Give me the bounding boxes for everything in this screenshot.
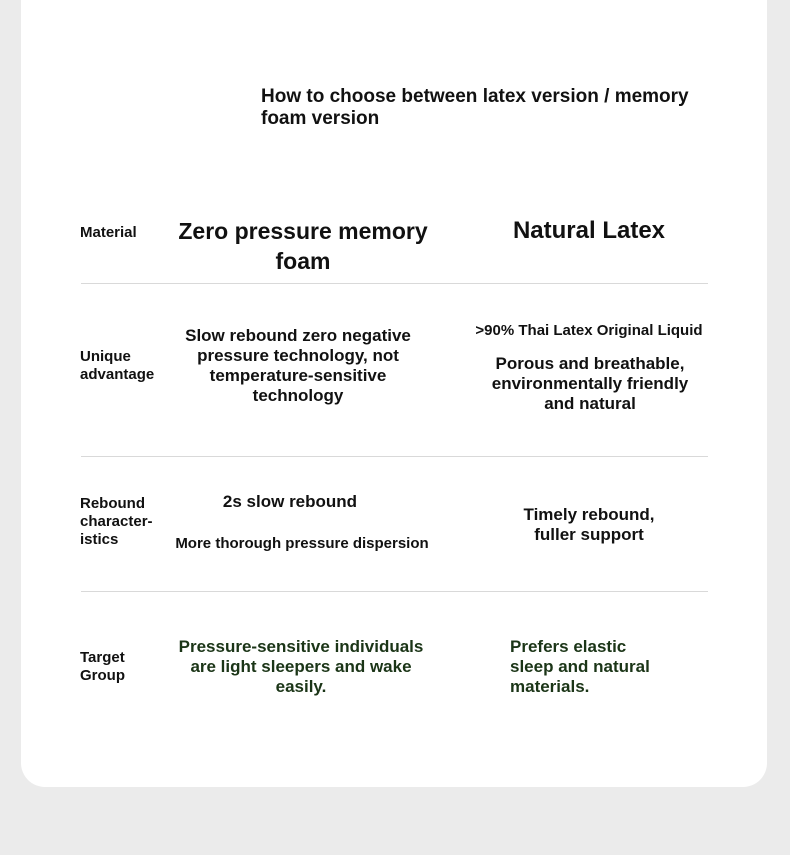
row-label-advantage-line1: Unique xyxy=(80,348,131,365)
row-label-rebound xyxy=(80,495,153,549)
target-latex: Prefers elastic sleep and natural materials. xyxy=(510,637,650,696)
row-label-target-line2: Group xyxy=(80,667,125,684)
rebound-memory-dispersion: More thorough pressure dispersion xyxy=(175,535,429,552)
advantage-memory-foam: Slow rebound zero negative pressure technology, not temperature-sensitive technology xyxy=(185,326,411,405)
row-label-rebound-line3: istics xyxy=(80,531,119,548)
row-divider xyxy=(81,591,708,592)
comparison-card xyxy=(21,0,767,787)
material-memory-foam: Zero pressure memory foam xyxy=(178,218,428,274)
row-label-advantage xyxy=(80,348,154,384)
row-label-advantage-line2: advantage xyxy=(80,366,155,383)
page-title: How to choose between latex version / memory foam version xyxy=(261,86,689,129)
row-label-target-line1: Target xyxy=(80,649,125,666)
advantage-latex-liquid: >90% Thai Latex Original Liquid xyxy=(475,322,703,339)
target-memory-foam: Pressure-sensitive individuals are light sleepers and wake easily. xyxy=(178,637,424,696)
rebound-latex: Timely rebound, fuller support xyxy=(523,505,655,544)
row-divider xyxy=(81,456,708,457)
advantage-latex: Porous and breathable, environmentally friendly and natural xyxy=(491,354,689,413)
row-label-target xyxy=(80,649,125,685)
row-label-rebound-line2: character- xyxy=(80,513,153,530)
material-latex: Natural Latex xyxy=(512,217,666,244)
rebound-memory-speed: 2s slow rebound xyxy=(222,492,358,511)
row-divider xyxy=(81,283,708,284)
row-label-rebound-line1: Rebound xyxy=(80,495,145,512)
row-label-material: Material xyxy=(80,224,137,241)
